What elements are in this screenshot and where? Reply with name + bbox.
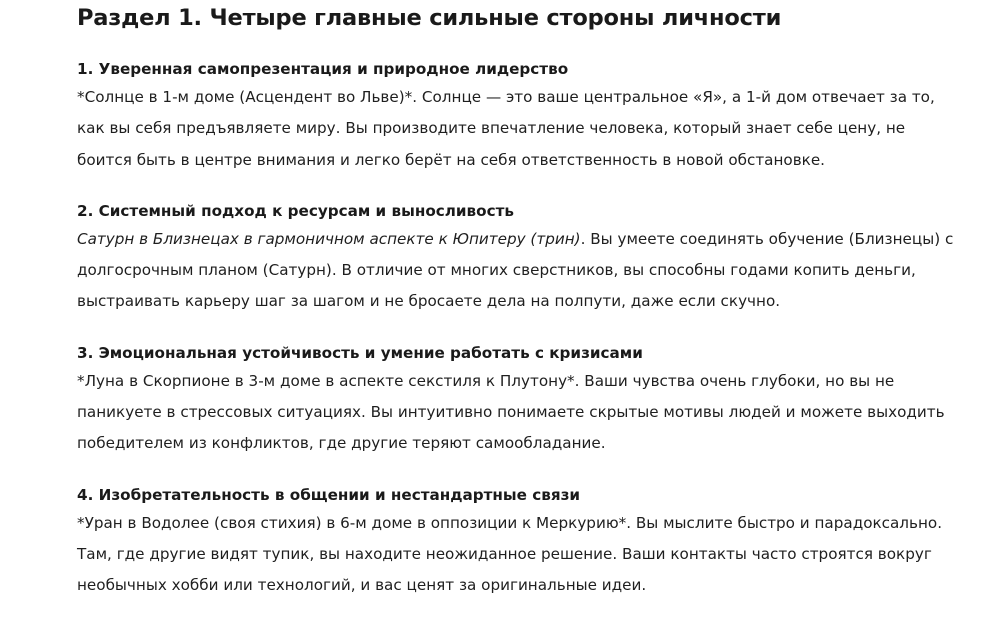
strength-text: . Вы мыслите быстро и парадоксально. Там, где другие видят тупик, вы находите неожиданное решение. Ваши контакты часто строятся вокруг необычных хобби или технологий, и вас ценят за оригинальные идеи. bbox=[77, 513, 943, 595]
strength-text: . Ваши чувства очень глубоки, но вы не паникуете в стрессовых ситуациях. Вы интуитивно понимаете скрытые мотивы людей и можете выходить победителем из конфликтов, где другие теряют самообладание. bbox=[77, 371, 945, 453]
strength-heading: 3. Эмоциональная устойчивость и умение работать с кризисами bbox=[77, 343, 643, 362]
astro-aspect: Сатурн в Близнецах в гармоничном аспекте к Юпитеру (трин) bbox=[77, 229, 581, 248]
strength-description bbox=[77, 82, 957, 176]
astro-aspect: *Солнце в 1-м доме (Асцендент во Льве)* bbox=[77, 88, 413, 106]
strength-description bbox=[77, 224, 957, 318]
strength-description bbox=[77, 366, 957, 460]
astro-aspect: *Уран в Водолее (своя стихия) в 6-м доме в оппозиции к Меркурию* bbox=[77, 513, 627, 532]
strength-item bbox=[77, 56, 957, 176]
strength-heading: 4. Изобретательность в общении и нестандартные связи bbox=[77, 485, 581, 504]
section-title: Раздел 1. Четыре главные сильные стороны личности bbox=[77, 5, 782, 31]
strength-description bbox=[77, 508, 957, 602]
strength-text: . Вы умеете соединять обучение (Близнецы) с долгосрочным планом (Сатурн). В отличие от многих сверстников, вы способны годами копить деньги, выстраивать карьеру шаг за шагом и не бросаете дела на полпути, даже если скучно. bbox=[77, 229, 954, 311]
strength-heading: 2. Системный подход к ресурсам и выносливость bbox=[77, 201, 514, 220]
astro-aspect: *Луна в Скорпионе в 3-м доме в аспекте секстиля к Плутону* bbox=[77, 371, 575, 390]
strength-text: . Солнце — это ваше центральное «Я», а 1-й дом отвечает за то, как вы себя предъявляете миру. Вы производите впечатление человека, который знает себе цену, не боится быть в центре внимания и легко берёт на себя ответственность в новой обстановке. bbox=[77, 88, 935, 169]
strengths-list bbox=[77, 56, 957, 602]
strength-item bbox=[77, 198, 957, 318]
document-content bbox=[77, 0, 957, 624]
strength-item bbox=[77, 482, 957, 602]
strength-item bbox=[77, 340, 957, 460]
strength-heading: 1. Уверенная самопрезентация и природное лидерство bbox=[77, 60, 569, 78]
